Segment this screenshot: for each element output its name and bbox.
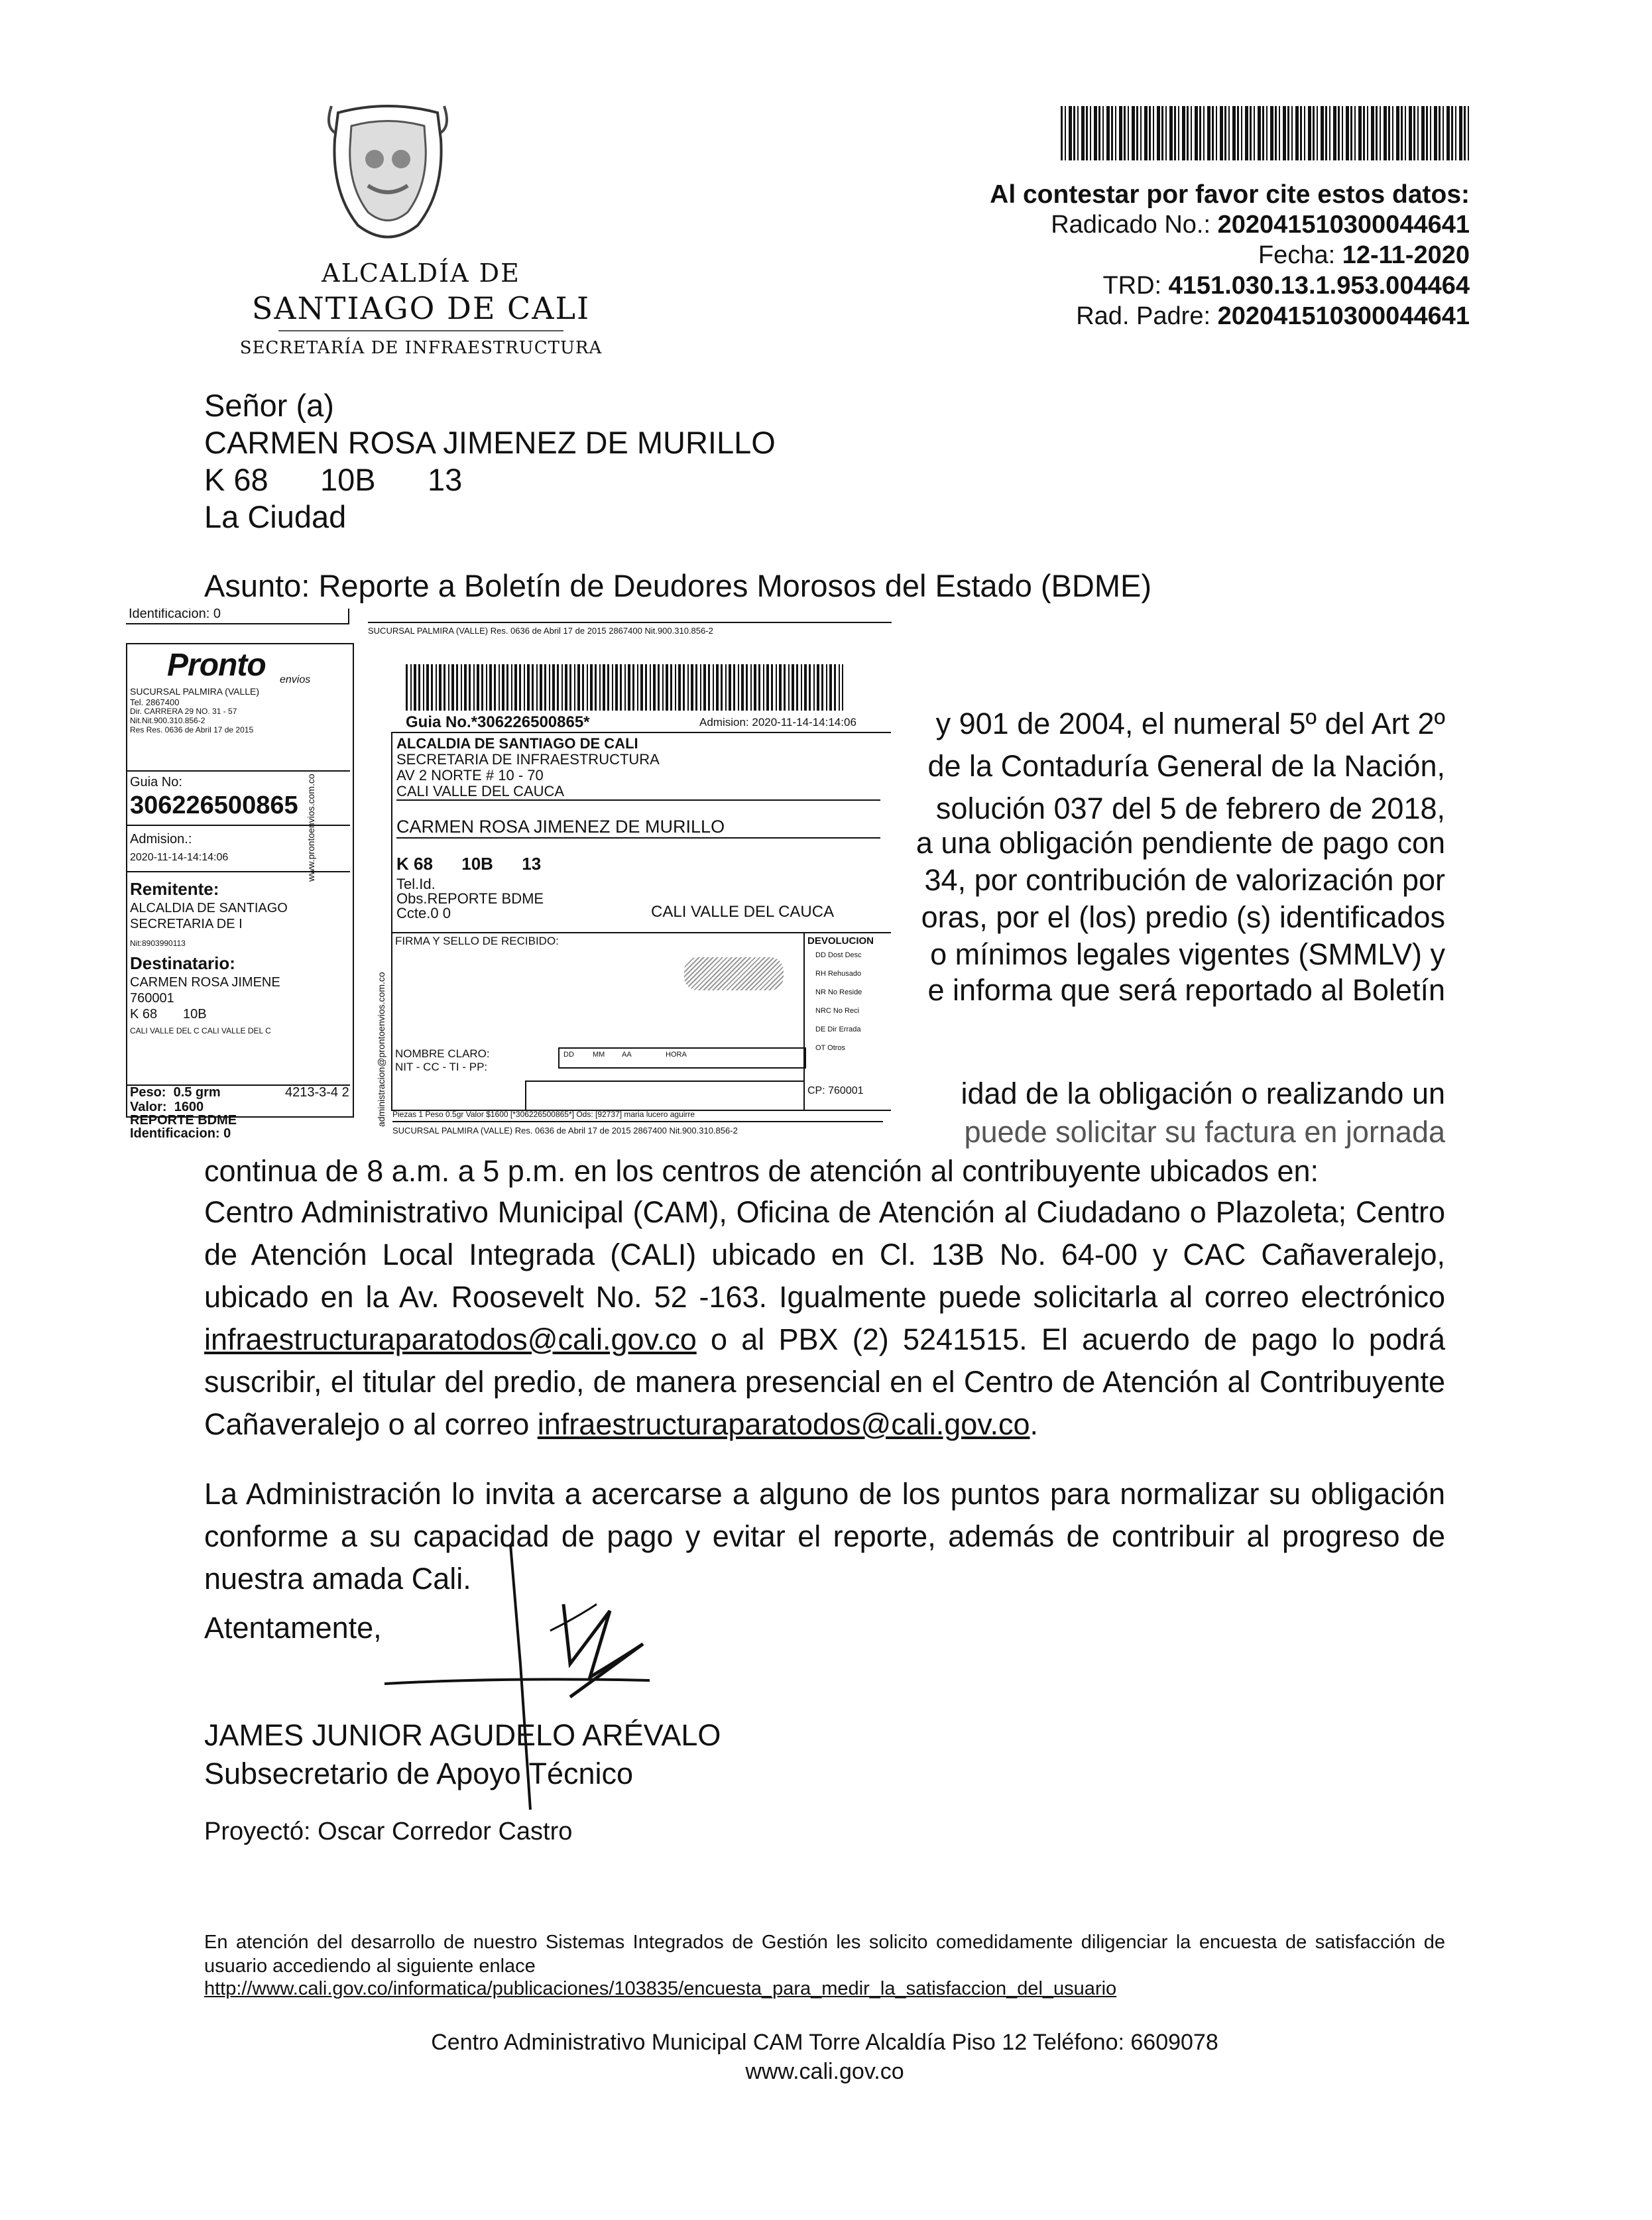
slip-nit: Nit.Nit.900.310.856-2	[130, 716, 206, 725]
slip-res: Res Res. 0636 de Abril 17 de 2015	[130, 725, 254, 734]
slip-to-tel: Tel.Id.	[396, 876, 436, 892]
slip-tel: Tel. 2867400	[130, 697, 180, 707]
slip-dest-2: 760001	[130, 991, 174, 1006]
radicado-label: Radicado No.:	[1051, 211, 1218, 239]
slip-cp: CP: 760001	[807, 1085, 864, 1096]
slip-remitente-label: Remitente:	[130, 879, 219, 899]
rad-padre	[1076, 302, 1470, 331]
slip-reporte: REPORTE BDME	[130, 1113, 237, 1128]
slip-brand-sub: envios	[280, 674, 311, 685]
survey-link[interactable]: http://www.cali.gov.co/informatica/publicaciones/103835/encuesta_para_medir_la_satisfaccion_del_usuario	[204, 1978, 1117, 1999]
slip-to-addr: K 68 10B 13	[396, 854, 542, 874]
slip-top-cut-text: Identificacion: 0	[129, 609, 221, 621]
slip-guia-value: 306226500865	[130, 791, 298, 819]
slip-brand-name: Pronto	[167, 648, 266, 683]
slip-guia-label: Guia No:	[130, 775, 182, 789]
org-dept: SECRETARÍA DE INFRAESTRUCTURA	[239, 338, 603, 358]
body-line-6: oras, por el (los) predio (s) identificados	[921, 900, 1445, 934]
slip-to-city: CALI VALLE DEL CAUCA	[651, 903, 835, 921]
para2b-text: o al PBX (2) 5241515. El acuerdo de pago lo podrá suscribir, el titular del predio, de manera presencial en el Centro de Atención al Contribuyente Cañaveralejo o al correo	[204, 1322, 1445, 1441]
slip-to-ccte: Ccte.0 0	[396, 905, 451, 921]
slip-dev-1: DD Dost Desc	[815, 951, 862, 959]
slip-from-4: CALI VALLE DEL CAUCA	[396, 784, 880, 801]
org-divider	[278, 330, 563, 331]
slip-from-2: SECRETARIA DE INFRAESTRUCTURA	[396, 751, 660, 768]
para2-text: Centro Administrativo Municipal (CAM), Oficina de Atención al Ciudadano o Plazoleta; Centro de Atención Local Integrada (CALI) ubicado en Cl. 13B No. 64-00 y CAC Cañaveralejo, ubicado en la Av. Roosevelt No. 52 -163. Igualmente puede solicitarla al correo electrónico	[204, 1195, 1445, 1314]
org-line2: SANTIAGO DE CALI	[251, 290, 591, 326]
cite-title: Al contestar por favor cite estos datos:	[990, 180, 1470, 209]
fecha-label: Fecha:	[1258, 241, 1342, 269]
para2c-text: .	[1030, 1407, 1039, 1441]
slip-remitente-nit: Nit:8903990113	[130, 939, 186, 948]
slip-bottom-strip: SUCURSAL PALMIRA (VALLE) Res. 0636 de Abril 17 de 2015 2867400 Nit.900.310.856-2	[392, 1126, 738, 1136]
org-line1: ALCALDÍA DE	[322, 259, 520, 288]
slip-dest-1: CARMEN ROSA JIMENE	[130, 975, 280, 990]
slip-from-1: ALCALDIA DE SANTIAGO DE CALI	[396, 735, 638, 752]
slip-dev-5: DE Dir Errada	[815, 1025, 861, 1033]
slip-devolucion-label: DEVOLUCION	[807, 935, 874, 947]
slip-ident: Identificacion: 0	[130, 1126, 231, 1141]
radicado	[1051, 211, 1470, 239]
slip-top-strip: SUCURSAL PALMIRA (VALLE) Res. 0636 de Abril 17 de 2015 2867400 Nit.900.310.856-2	[368, 622, 892, 637]
recipient-name: CARMEN ROSA JIMENEZ DE MURILLO	[204, 425, 776, 460]
footer-address: Centro Administrativo Municipal CAM Torre Alcaldía Piso 12 Teléfono: 6609078	[431, 2030, 1218, 2055]
slip-from-3: AV 2 NORTE # 10 - 70	[396, 767, 544, 784]
slip-side-url-2: administracion@prontoenvios.com.co	[376, 972, 386, 1127]
body-line-11: continua de 8 a.m. a 5 p.m. en los centros de atención al contribuyente ubicados en:	[204, 1154, 1319, 1188]
body-line-8: e informa que será reportado al Boletín	[927, 973, 1445, 1007]
email-link-1[interactable]: infraestructuraparatodos@cali.gov.co	[204, 1322, 697, 1356]
slip-nitcc-label: NIT - CC - TI - PP:	[395, 1061, 488, 1073]
slip-bottom-boxes	[525, 1081, 805, 1111]
recipient-city: La Ciudad	[204, 499, 347, 534]
slip-date-box	[558, 1047, 806, 1069]
slip-aa: AA	[622, 1051, 632, 1059]
signer-title: Subsecretario de Apoyo Técnico	[204, 1757, 634, 1790]
slip-side-url: www.prontoenvios.com.co	[306, 774, 316, 882]
projected-by: Proyectó: Oscar Corredor Castro	[204, 1818, 573, 1845]
slip-peso: Peso: 0.5 grm	[130, 1085, 221, 1100]
body-line-2: de la Contaduría General de la Nación,	[927, 749, 1445, 783]
slip-dev-2: RH Rehusado	[815, 970, 862, 978]
radicado-value: 202041510300044641	[1217, 211, 1470, 239]
slip-main-admision: Admision: 2020-11-14-14:14:06	[699, 716, 856, 729]
trd	[1102, 272, 1470, 300]
slip-to-obs: Obs.REPORTE BDME	[396, 890, 544, 907]
body-line-9: idad de la obligación o realizando un	[961, 1077, 1445, 1110]
slip-signature-box	[392, 932, 805, 1111]
slip-devolucion-box	[805, 932, 891, 1111]
slip-branch: SUCURSAL PALMIRA (VALLE)	[130, 686, 260, 697]
slip-dev-6: OT Otros	[815, 1044, 846, 1052]
salutation: Señor (a)	[204, 388, 334, 423]
footer-web: www.cali.gov.co	[745, 2059, 904, 2084]
body-line-4: a una obligación pendiente de pago con	[915, 826, 1445, 860]
slip-nombre-label: NOMBRE CLARO:	[395, 1047, 490, 1060]
slip-hora: HORA	[666, 1051, 687, 1059]
survey-text: En atención del desarrollo de nuestro Sistemas Integrados de Gestión les solicito comedidamente diligenciar la encuesta de satisfacción de usuario accediendo al siguiente enlace	[204, 1932, 1445, 1977]
slip-dd: DD	[563, 1051, 574, 1059]
body-line-7: o mínimos legales vigentes (SMMLV) y	[930, 937, 1445, 971]
slip-dir: Dir. CARRERA 29 NO. 31 - 57	[130, 707, 237, 716]
coat-of-arms-icon	[312, 99, 464, 252]
body-line-5: 34, por contribución de valorización por	[924, 863, 1445, 897]
barcode-icon	[1061, 106, 1472, 160]
body-line-3: solución 037 del 5 de febrero de 2018,	[935, 791, 1445, 825]
slip-main-guia: Guia No.*306226500865*	[406, 713, 590, 731]
trd-label: TRD:	[1102, 272, 1169, 300]
slip-valor: Valor: 1600	[130, 1100, 204, 1114]
body-paragraph-3: La Administración lo invita a acercarse a alguno de los puntos para normalizar su obligación conforme a su capacidad de pago y evitar el reporte, además de contribuir al progreso de nuestra amada Cali.	[204, 1477, 1445, 1596]
body-line-10: puede solicitar su factura en jornada	[964, 1115, 1445, 1149]
slip-dev-4: NRC No Reci	[815, 1007, 860, 1015]
slip-peso-code: 4213-3-4 2	[285, 1085, 349, 1100]
slip-admision-value: 2020-11-14-14:14:06	[130, 852, 229, 863]
slip-dest-3: K 68 10B	[130, 1007, 207, 1022]
recipient-address: K 68 10B 13	[204, 462, 463, 497]
slip-stamp-icon	[684, 957, 784, 990]
body-paragraph-2	[204, 1191, 1445, 1446]
slip-remitente-1: ALCALDIA DE SANTIAGO	[130, 901, 288, 915]
slip-firma-label: FIRMA Y SELLO DE RECIBIDO:	[395, 935, 559, 947]
slip-destinatario-label: Destinatario:	[130, 953, 235, 973]
closing-salute: Atentamente,	[204, 1611, 382, 1645]
slip-admision-label: Admision.:	[130, 832, 192, 847]
slip-dev-3: NR No Reside	[815, 988, 862, 996]
fecha-value: 12-11-2020	[1342, 241, 1470, 269]
slip-to-name: CARMEN ROSA JIMENEZ DE MURILLO	[396, 817, 880, 839]
slip-brand	[167, 647, 266, 683]
email-link-2[interactable]: infraestructuraparatodos@cali.gov.co	[537, 1407, 1030, 1441]
slip-dest-4: CALI VALLE DEL C CALI VALLE DEL C	[130, 1026, 271, 1035]
signer-name: JAMES JUNIOR AGUDELO ARÉVALO	[204, 1718, 721, 1752]
rad-padre-value: 202041510300044641	[1217, 302, 1470, 330]
slip-top-cut-label	[126, 609, 349, 624]
subject: Asunto: Reporte a Boletín de Deudores Morosos del Estado (BDME)	[204, 568, 1152, 603]
slip-barcode-icon	[406, 664, 843, 711]
slip-mm: MM	[593, 1051, 605, 1059]
slip-remitente-2: SECRETARIA DE I	[130, 917, 243, 931]
slip-bottom-line: Piezas 1 Peso 0.5gr Valor $1600 [*306226500865*] Ods: [92737] maria lucero aguirre	[392, 1108, 883, 1122]
body-line-1: y 901 de 2004, el numeral 5º del Art 2º	[935, 707, 1445, 740]
slip-main	[391, 732, 891, 1111]
slip-left-stub	[126, 643, 354, 1118]
trd-value: 4151.030.13.1.953.004464	[1168, 272, 1470, 300]
fecha	[1258, 241, 1470, 270]
rad-padre-label: Rad. Padre:	[1076, 302, 1218, 330]
